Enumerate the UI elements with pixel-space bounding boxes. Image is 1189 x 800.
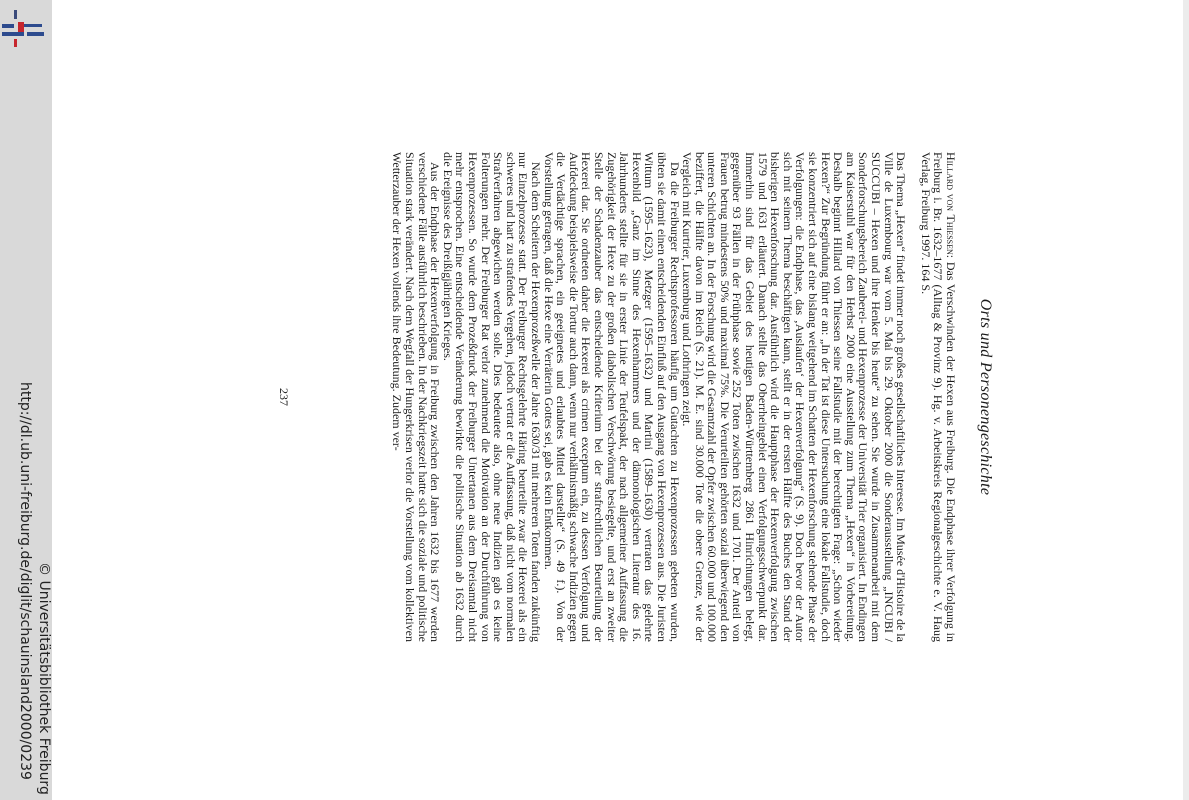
scanned-page xyxy=(274,152,994,642)
running-header: Orts und Personengeschichte xyxy=(977,298,994,496)
scrollbar-track[interactable] xyxy=(1183,0,1189,800)
review-author: Hillard von Thiessen xyxy=(944,152,958,255)
copyright-notice: © Universitätsbibliothek Freiburg xyxy=(36,562,52,795)
body-paragraph: Nach dem Scheitern der Hexenprozeßwelle der Jahre 1630/31 mit mehreren Toten fanden zukünftig nur Einzelprozesse statt. Der Freiburger Rechtsgelehrte Häring beurteilte zwar die Hexerei als ein schweres und hart zu strafendes Vergehen, jedoch vertrat er die Auffassung, daß nicht vom normalen Strafverfahren abgewichen werden solle. Dies bedeutete also, ohne neue Indizien gab es keine Folterungen mehr. Der Freiburger Rat verlor zunehmend die Motivation an der Durchführung von Hexenprozessen. So wurde dem Prozeßdruck der Freiburger Untertanen aus dem Dreisamtal nicht mehr entsprochen. Eine entscheidende Veränderung bewirkte die politische Situation ab 1632 durch die Ereignisse des Dreißigjährigen Krieges. xyxy=(440,152,543,642)
sidebar xyxy=(0,0,52,800)
review-citation-text: : Das Verschwinden der Hexen aus Freiburg. Die Endphase ihrer Verfolgung in Freiburg i. Br. 1632–1677 (Alltag & Provinz 9). Hg. v. Arbeitskreis Regionalgeschichte e. V. Haug Verlag, Freiburg 1997. 164 S. xyxy=(918,152,958,642)
body-paragraph: Da die Freiburger Rechtsprofessoren häufig um Gutachten zu Hexenprozessen gebeten wurden, übten sie damit einen entscheidenden Einfluß auf den Ausgang von Hexenprozessen aus. Die Juristen Wittum (1595–1623), Metzger (1595–1632) und Martini (1589–1630) vertraten das gelehrte Hexenbild „Ganz im Sinne des Hexenhammers und der dämonologischen Literatur des 16. Jahrhunderts stellte für sie in erster Linie der Teufelspakt, der nach allgemeiner Auffassung die Zugehörigkeit der Hexe zu der großen diabolischen Verschwörung besiegelte, und erst an zweiter Stelle der Schadenzauber das entscheidende Kriterium bei der strafrechtlichen Beurteilung der Hexerei dar. Sie ordneten daher die Hexerei als crimen exceptum ein, zu dessen Verfolgung und Aufdeckung beispielsweise die Tortur auch dann, wenn nur verhältnismäßig schwache Indizien gegen die Verdächtige sprachen, ein geeignetes und erlaubtes Mittel darstellte“ (S. 49 f.). Von der Vorstellung getragen, daß die Hexe eine Verräterin Gottes sei, gab es kein Entkommen. xyxy=(541,152,682,642)
body-paragraph: Aus der Endphase der Hexenverfolgung in Freiburg zwischen den Jahren 1632 bis 1677 werden verschiedene Fälle ausführlich beschrieben. In der Nachkriegszeit hatte sich die soziale und politische Situation stark verändert. Nach dem Wegfall der Hungerkrisen verlor die Vorstellung vom kollektiven Wetterzauber der Hexen vollends ihre Bedeutung. Zudem ver- xyxy=(390,152,443,642)
source-url[interactable]: http://dl.ub.uni-freiburg.de/diglit/schauinsland2000/0239 xyxy=(17,382,33,780)
body-paragraph: Das Thema „Hexen“ findet immer noch großes gesellschaftliches Interesse. Im Musée d'Histoire de la Ville de Luxembourg war vom 5. Mai bis 29. Oktober 2000 die Sonderausstellung „INCUBI / SUCCUBI – Hexen und ihre Henker bis heute“ zu sehen. Sie wurde in Zusammenarbeit mit dem Sonderforschungsbereich Zauberei- und Hexenprozesse der Universität Trier organisiert. In Endingen am Kaiserstuhl war für den Herbst 2000 eine Ausstellung zum Thema „Hexen“ in Vorbereitung. Deshalb beginnt Hillard von Thiessen seine Fallstudie mit der berechtigten Frage: „Schon wieder Hexen?“ Zur Begründung führt er an: „In der Tat ist diese Untersuchung eine lokale Fallstudie, doch sie konzentriert sich auf eine bislang weitgehend im Schatten der Hexenforschung stehende Phase der Verfolgungen: die Endphase, das ‚Auslaufen‘ der Hexenverfolgung“ (S. 9). Doch bevor der Autor sich mit seinem Thema beschäftigen kann, stellt er in der ersten Hälfte des Buches den Stand der bisherigen Hexenforschung dar. Ausführlich wird die Hauptphase der Hexenverfolgung zwischen 1579 und 1631 erläutert. Danach stellte das Oberrheingebiet einen Verfolgungsschwerpunkt dar. Immerhin sind für das Gebiet des heutigen Baden-Württemberg 2861 Hinrichtungen belegt, gegenüber 93 Fällen in der Frühphase sowie 252 Toten zwischen 1632 und 1701. Der Anteil von Frauen betrug mindestens 50% und maximal 75%. Die Verurteilten gehörten sozial überwiegend den unteren Schichten an. In der Forschung wird die Gesamtzahl der Opfer zwischen 60.000 und 100.000 beziffert, die Hälfte davon im Reich (S. 21). M. E. sind 30.000 Tote die obere Grenze, wie der Vergleich mit Kurtrier, Luxemburg und Lothringen zeigt. xyxy=(680,152,909,642)
page-number: 237 xyxy=(277,388,291,406)
credits xyxy=(0,0,52,800)
page-body xyxy=(391,152,957,642)
review-citation xyxy=(919,152,957,642)
